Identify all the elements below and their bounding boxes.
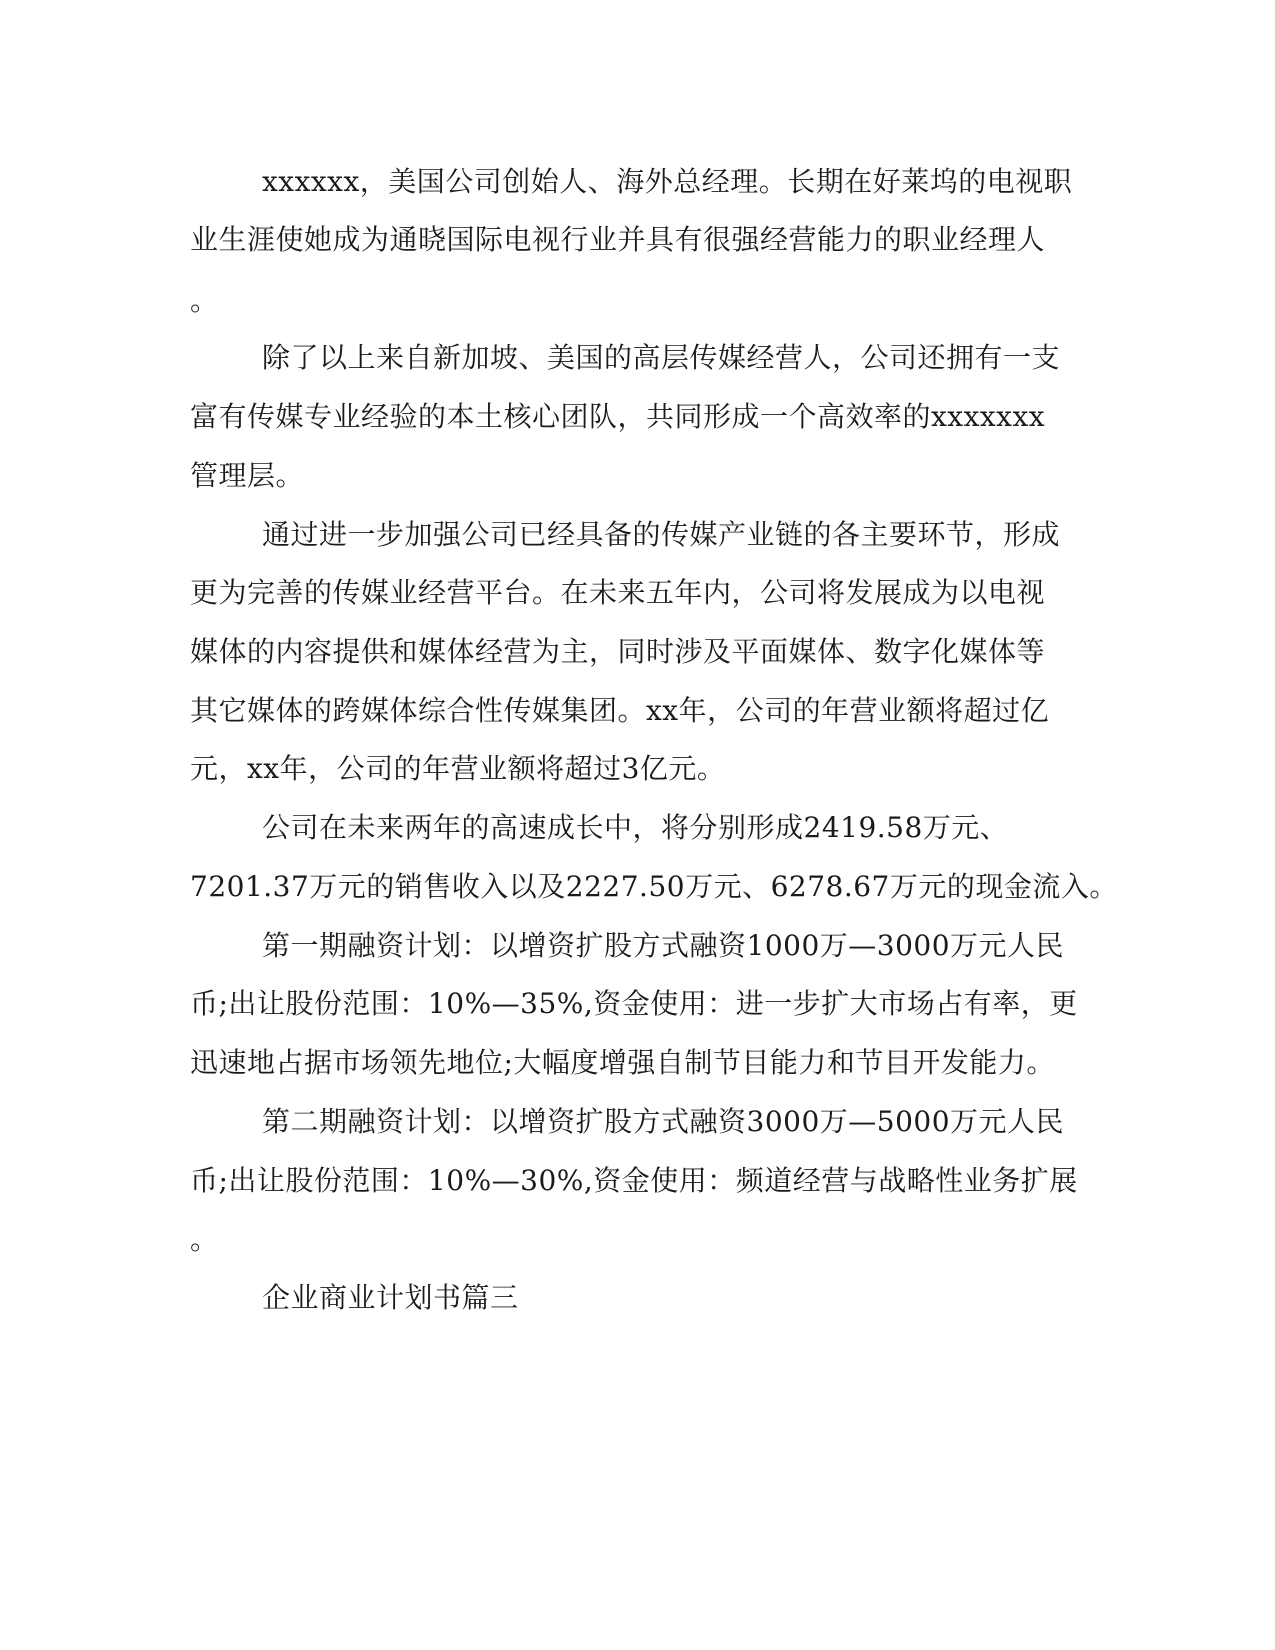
text-line: 币;出让股份范围：10%—30%,资金使用：频道经营与战略性业务扩展	[190, 1164, 1078, 1197]
text-line: 币;出让股份范围：10%—35%,资金使用：进一步扩大市场占有率，更	[190, 987, 1078, 1020]
text-line: 。	[190, 1223, 219, 1256]
text-line: 。	[190, 284, 219, 317]
text-line: 第一期融资计划：以增资扩股方式融资1000万—3000万元人民	[262, 929, 1065, 962]
text-line: 业生涯使她成为通晓国际电视行业并具有很强经营能力的职业经理人	[190, 223, 1046, 256]
text-line: 管理层。	[190, 459, 305, 492]
text-line: 7201.37万元的销售收入以及2227.50万元、6278.67万元的现金流入。	[190, 870, 1118, 903]
text-line: 公司在未来两年的高速成长中，将分别形成2419.58万元、	[262, 811, 1009, 844]
text-line: 富有传媒专业经验的本土核心团队，共同形成一个高效率的xxxxxxx	[190, 400, 1046, 433]
text-line: 通过进一步加强公司已经具备的传媒产业链的各主要环节，形成	[262, 518, 1061, 551]
text-line: 媒体的内容提供和媒体经营为主，同时涉及平面媒体、数字化媒体等	[190, 635, 1046, 668]
text-line: 除了以上来自新加坡、美国的高层传媒经营人，公司还拥有一支	[262, 341, 1061, 374]
text-line: 元，xx年，公司的年营业额将超过3亿元。	[190, 752, 726, 785]
text-line: 迅速地占据市场领先地位;大幅度增强自制节目能力和节目开发能力。	[190, 1046, 1055, 1079]
text-line: 更为完善的传媒业经营平台。在未来五年内，公司将发展成为以电视	[190, 576, 1046, 609]
section-heading: 企业商业计划书篇三	[262, 1281, 519, 1314]
text-line: 其它媒体的跨媒体综合性传媒集团。xx年，公司的年营业额将超过亿	[190, 694, 1050, 727]
text-line: xxxxxx，美国公司创始人、海外总经理。长期在好莱坞的电视职	[262, 165, 1073, 198]
text-line: 第二期融资计划：以增资扩股方式融资3000万—5000万元人民	[262, 1105, 1065, 1138]
